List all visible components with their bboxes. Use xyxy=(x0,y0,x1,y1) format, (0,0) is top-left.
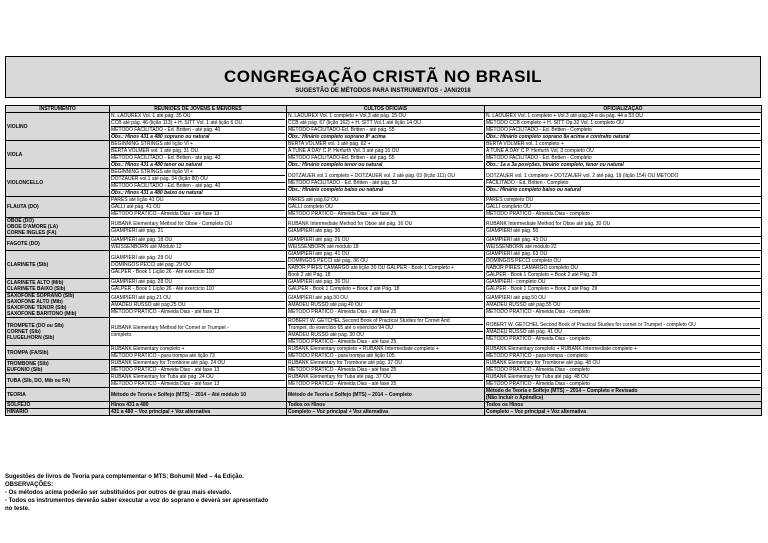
method-line: MÉTODO PRÁTICO - Almeida Dias - completo xyxy=(486,309,590,315)
oficial-cell xyxy=(485,374,762,388)
method-line: Hinos 431 a 480 xyxy=(111,402,149,408)
oficial-cell xyxy=(485,409,762,416)
instrument-cell xyxy=(6,402,110,409)
instrument-cell xyxy=(6,169,110,197)
method-line: MÉTODO PRÁTICO - Almeida Dias - até fase 25 xyxy=(288,211,397,217)
table-row xyxy=(6,346,762,360)
oficial-cell xyxy=(485,141,762,169)
method-line: GALPER - Book 1 Completo + Book 2 até Pág. 29 xyxy=(486,286,598,292)
method-line: RUBANK Elementary Method for Cornet or Trumpet - xyxy=(111,325,285,332)
jovens-cell xyxy=(110,402,287,409)
method-line: MÉTODO PRÁTICO - Almeida Dias - completo xyxy=(486,335,590,342)
jovens-cell xyxy=(110,346,287,360)
oficial-cell xyxy=(485,318,762,346)
table-row xyxy=(6,279,762,293)
instrument-name: SAXOFONE ALTO (Mib) xyxy=(7,299,63,305)
method-line: DOTZAUER vol. 1 completo + DOTZAUER vol. 2 até pág. 19 (lição 154) OU MÉTODO xyxy=(486,173,760,180)
method-line: GIAMPIERI até pág. 30 xyxy=(288,227,341,234)
method-line: GALPER - Book 1 Lição 26 - Até exercício 110 xyxy=(111,286,215,292)
method-line: GIAMPIERI até pág.21 OU xyxy=(111,295,285,302)
method-line: RUBANK Intermediate Method for Oboe até pág. 30 OU xyxy=(486,221,760,228)
method-line: completo. xyxy=(111,332,133,338)
method-line: GIAMPIERI até pág.30 OU xyxy=(288,295,483,302)
instrument-cell xyxy=(6,388,110,402)
method-line: (Não incluir o Apêndice) xyxy=(486,395,544,401)
cultos-cell xyxy=(287,279,485,293)
method-line: 431 a 480 – Voz principal + Voz alternativa xyxy=(111,409,211,415)
oficial-cell xyxy=(485,360,762,374)
jovens-cell xyxy=(110,113,287,141)
jovens-cell xyxy=(110,237,287,251)
cultos-cell xyxy=(287,360,485,374)
table-row xyxy=(6,374,762,388)
method-line: Método de Teoria e Solfejo (MTS) – 2014 – Completo e Revisado xyxy=(486,388,760,395)
method-line: RUBANK Intermediate Method for Oboe até pág. 16 OU xyxy=(288,221,483,228)
instrument-name: CLARINETE (SIb) xyxy=(7,261,49,268)
header-banner xyxy=(5,56,761,98)
method-line: MÉTODO PRÁTICO - Almeida Dias - até fase 25 xyxy=(288,381,397,387)
instrument-cell xyxy=(6,318,110,346)
cultos-cell xyxy=(287,251,485,279)
method-line: GALPER - Book 1 Completo + Book 2 até Pág. 29 xyxy=(486,272,598,278)
method-line: AMADEU RUSSO até pág. 41 OU xyxy=(486,329,760,336)
instrument-name: SAXOFONE SOPRANO (SIb) xyxy=(7,293,75,299)
jovens-cell xyxy=(110,279,287,293)
cultos-cell xyxy=(287,402,485,409)
jovens-cell xyxy=(110,251,287,279)
table-row xyxy=(6,197,762,218)
table-row xyxy=(6,237,762,251)
method-line: Obs.: Hinário completo tenor ou natural xyxy=(288,162,383,168)
method-line: PARÉS completo OU xyxy=(486,197,760,204)
method-line: Obs.: Hinário completo soprano 8a acima e contralto natural xyxy=(486,134,630,140)
instrument-name: SAXOFONE BARÍTONO (Mib) xyxy=(7,311,77,317)
method-line: Obs.: Hinos 431 a 480 tenor ou natural xyxy=(111,162,203,168)
method-line: Obs.: Hinário completo baixo ou natural xyxy=(288,186,384,193)
oficial-cell xyxy=(485,293,762,318)
method-line: Obs.: Hinário completo baixo ou natural xyxy=(486,186,582,193)
method-line: GIAMPIERI até pág. 41 OU xyxy=(288,251,483,258)
instrument-name: HINÁRIO xyxy=(7,409,29,415)
instrument-cell xyxy=(6,251,110,279)
note-line: Sugestões de livros de Teoria para complementar o MTS: Bohumil Med – 4a Edição. xyxy=(5,474,244,480)
cultos-cell xyxy=(287,141,485,169)
oficial-cell xyxy=(485,218,762,237)
oficial-cell xyxy=(485,169,762,197)
instrument-cell xyxy=(6,293,110,318)
method-line: ROBERT W. GETCHEL Second Book of Practical Studies for Cornet And xyxy=(288,318,483,325)
method-line: GIAMPIERI até pág. 28 OU xyxy=(111,255,285,262)
cultos-cell xyxy=(287,409,485,416)
jovens-cell xyxy=(110,218,287,237)
table-row xyxy=(6,388,762,402)
jovens-cell xyxy=(110,141,287,169)
method-line: AMADEU RUSSO até pág. 30 OU xyxy=(288,332,483,339)
method-line: BERTA VOLMER vol. 1 até pág. 62 + xyxy=(288,141,483,148)
method-line: MÉTODO PRÁTICO - Almeida Dias - completo xyxy=(486,381,590,387)
cultos-cell xyxy=(287,388,485,402)
table-row xyxy=(6,402,762,409)
method-line: DOMINGOS PECCI até pág. 36 OU xyxy=(288,258,483,265)
method-line: BEGINNING STRINGS até lição VI + xyxy=(111,141,285,148)
method-line: RUBANK Elementary completo + xyxy=(111,346,285,353)
instrument-cell xyxy=(6,374,110,388)
instrument-name: FLUGELHORN (SIb) xyxy=(7,334,55,341)
instrument-name: VIOLA xyxy=(7,151,23,158)
oficial-cell xyxy=(485,113,762,141)
instrument-cell xyxy=(6,218,110,237)
method-line: RUBANK Elementary completo + RUBANK Intermediate completo + xyxy=(486,346,760,353)
method-line: CCB até pág. 46 (lição 113) + H. SITT Vol. 1 até lição 6 OU xyxy=(111,120,285,127)
method-line: RUBANK Elementary completo + RUBANK Intermediate completo + xyxy=(288,346,483,353)
instrument-name: EUFÔNIO (SIb) xyxy=(7,366,43,373)
method-line: MÉTODO PRÁTICO - Almeida Dias - até fase 13 xyxy=(111,367,220,373)
jovens-cell xyxy=(110,374,287,388)
method-line: GALPER - Book 1 Completo + Book 2 até Pág. 18 xyxy=(288,286,400,292)
method-line: GIAMPIERI até pág. 36 OU xyxy=(288,279,483,286)
method-line: NABOR PIRES CAMARGO completo OU xyxy=(486,265,760,272)
instrument-name: TROMBONE (SIb) xyxy=(7,360,49,367)
instrument-name: SAXOFONE TENOR (SIb) xyxy=(7,305,67,311)
method-line: Obs.: 1a a 3a posições, hinário completo, tenor ou natural xyxy=(486,162,624,168)
oficial-cell xyxy=(485,237,762,251)
instrument-cell xyxy=(6,113,110,141)
table-body xyxy=(6,113,762,416)
method-line: WEISSENBORN até módulo 18 xyxy=(288,244,359,250)
cultos-cell xyxy=(287,346,485,360)
method-line: PARÉS até pág.62 OU xyxy=(288,197,483,204)
instrument-name: OBOÉ (DÓ) xyxy=(7,218,34,224)
method-line: RUBANK Elementary for Trombone até pág. 37 OU xyxy=(288,360,483,367)
instrument-name: TROMPA (FA/SIb) xyxy=(7,349,49,356)
method-line: GIAMPIERI até pág. 50 xyxy=(486,227,539,234)
cultos-cell xyxy=(287,113,485,141)
method-line: RUBANK Elementary for Trombone até pág. 48 OU xyxy=(486,360,760,367)
method-line: MÉTODO FACILITADO - Ed. Britten - até pág. 52 xyxy=(288,180,483,187)
note-line: OBSERVAÇÕES: xyxy=(5,482,54,488)
instrument-name: VIOLINO xyxy=(7,123,28,130)
method-line: MÉTODO PRÁTICO - para trompa até lição 105 xyxy=(288,353,395,359)
instrument-cell xyxy=(6,237,110,251)
method-line: GIAMPIERI até pág. 26 OU xyxy=(288,237,483,244)
method-line: RUBANK Elementary for Trombone até pág. 24 OU xyxy=(111,360,285,367)
method-line: GALPER - Book 1 Lição 26 - Até exercício 110 xyxy=(111,268,215,275)
oficial-cell xyxy=(485,197,762,218)
method-line: MÉTODO PRÁTICO - Almeida Dias - até fase 13 xyxy=(111,381,220,387)
document-subtitle: SUGESTÃO DE MÉTODOS PARA INSTRUMENTOS - JAN/2018 xyxy=(295,88,471,94)
instrument-cell xyxy=(6,279,110,293)
method-line: GALLI até pág. 41 OU xyxy=(111,204,285,211)
method-line: A TUNE A DAY C.P. Herfurth Vol. 3 até pág.16 OU xyxy=(288,148,483,155)
method-line: Obs.: Hinos 431 a 480 soprano ou natural xyxy=(111,134,210,140)
method-line: MÉTODO PRÁTICO - Almeida Dias - completo xyxy=(486,367,590,373)
jovens-cell xyxy=(110,169,287,197)
method-line: GALLI completo OU xyxy=(288,204,483,211)
method-line: MÉTODO CCB completo + H. SITT Op.32 Vol. 1 completo OU xyxy=(486,120,760,127)
method-line: RUBANK Elementary for Tuba até pág. 24 OU xyxy=(111,374,285,381)
method-line: MÉTODO FACILITADO - Ed. Britten - até pág. 40 xyxy=(111,155,285,162)
note-line: no teste. xyxy=(5,506,30,512)
instrument-name: FLAUTA (DÓ) xyxy=(7,204,39,210)
method-line: MÉTODO PRÁTICO - Almeida Dias - até fase 25 xyxy=(288,339,397,345)
method-line: MÉTODO PRÁTICO - Almeida Dias - até fase 25 xyxy=(288,309,397,315)
method-line: RUBANK Elementary for Tuba até pág. 48 OU xyxy=(486,374,760,381)
method-line: MÉTODO FACILITADO-Ed. Britten - até pág. 55 xyxy=(288,127,483,134)
method-line: BERTA VOLMER vol. 1 completo + xyxy=(486,141,760,148)
jovens-cell xyxy=(110,409,287,416)
method-line: WEISSENBORN até Módulo 12 xyxy=(111,244,182,250)
jovens-cell xyxy=(110,388,287,402)
instrument-cell xyxy=(6,360,110,374)
table-row xyxy=(6,293,762,318)
method-line: AMADEU RUSSO até pág.40 OU xyxy=(288,302,483,309)
method-line: GIAMPIERI até pág. 43 OU xyxy=(486,237,760,244)
method-line: MÉTODO PRÁTICO - para trompa até lição 73 xyxy=(111,353,215,359)
instrument-cell xyxy=(6,197,110,218)
cultos-cell xyxy=(287,169,485,197)
method-line: MÉTODO FACILITADO - Ed. Britten - Completo xyxy=(486,155,760,162)
table-row xyxy=(6,218,762,237)
oficial-cell xyxy=(485,402,762,409)
notes-section xyxy=(5,473,268,513)
oficial-cell xyxy=(485,279,762,293)
method-line: GIAMPIERI - completo OU xyxy=(486,279,760,286)
cultos-cell xyxy=(287,318,485,346)
method-line: Completo – Voz principal + Voz alternativa xyxy=(486,409,586,415)
instrument-name: OBOÉ D'AMORE (LÁ) xyxy=(7,224,58,230)
cultos-cell xyxy=(287,374,485,388)
method-line: PARÉS até lição 41 OU xyxy=(111,197,285,204)
method-line: GIAMPIERI até pág. 18 OU xyxy=(111,237,285,244)
table-row xyxy=(6,169,762,197)
jovens-cell xyxy=(110,318,287,346)
method-line: MÉTODO FACILITADO - Ed. Britten - até pág. 40 xyxy=(111,183,285,190)
method-line: MÉTODO PRÁTICO - Almeida Dias - até fase 25 xyxy=(288,367,397,373)
instrument-cell xyxy=(6,409,110,416)
table-row xyxy=(6,251,762,279)
method-line: Obs.: Hinos 431 a 480 baixo ou natural xyxy=(111,190,203,196)
method-line: A TUNE A DAY C.P. Herfurth Vol. 3 completo OU xyxy=(486,148,760,155)
method-line: DOTZAUER vol.1 completo + DOTZAUER vol. 2 até pág. 03 (lição 111) OU xyxy=(288,173,483,180)
instrument-name: SOLFEJO xyxy=(7,402,31,408)
column-header: INSTRUMENTO xyxy=(6,106,110,113)
method-line: Book 2 até Pág. 18 xyxy=(288,272,331,278)
cultos-cell xyxy=(287,237,485,251)
method-line: FACILITADO - Ed. Britten - Completo xyxy=(486,180,760,187)
table-row xyxy=(6,318,762,346)
method-line: Método de Teoria e Solfejo (MTS) – 2014 – Completo xyxy=(288,391,412,398)
column-header: REUNIÕES DE JOVENS E MENORES xyxy=(110,106,287,113)
jovens-cell xyxy=(110,360,287,374)
method-line: MÉTODO PRÁTICO - Almeida Dias - até fase 13 xyxy=(111,211,220,217)
method-line: N. LAOUREX Vol. 1 completo + Vol.3 até pág. 15 OU xyxy=(288,113,483,120)
instrument-name: CORNET (SIb) xyxy=(7,328,41,335)
instrument-name: CLARINETE ALTO (Mib) xyxy=(7,279,64,286)
method-line: MÉTODO FACILITADO - Ed. Britten - Completo xyxy=(486,127,760,134)
cultos-cell xyxy=(287,293,485,318)
oficial-cell xyxy=(485,251,762,279)
column-header: CULTOS OFICIAIS xyxy=(287,106,485,113)
method-line: MÉTODO FACILITADO-Ed. Britten - até pág. 55 xyxy=(288,155,483,162)
instrument-name: TUBA (SIb, DÓ, Mib ou FA) xyxy=(7,377,71,384)
method-line: Todos os Hinos xyxy=(288,402,326,408)
method-line: GIAMPIERI até pág. 63 OU xyxy=(486,251,760,258)
table-header-row xyxy=(6,106,762,113)
method-line: GIAMPIERI até pág. 28 OU xyxy=(111,279,285,286)
cultos-cell xyxy=(287,197,485,218)
table-row xyxy=(6,409,762,416)
method-line: Todos os Hinos xyxy=(486,402,524,408)
method-line: DOMINGOS PECCI completo OU xyxy=(486,258,760,265)
column-header: OFICIALIZAÇÃO xyxy=(485,106,762,113)
instrument-name: FAGOTE (DÓ) xyxy=(7,240,40,247)
method-line: MÉTODO PRÁTICO - Almeida Dias - completo xyxy=(486,211,590,217)
method-line: N. LAOUREX Vol. 1 até pág. 35 OU xyxy=(111,113,285,120)
instrument-name: TEORIA xyxy=(7,391,26,398)
cultos-cell xyxy=(287,218,485,237)
method-line: GIAMPIERI até pág.50 OU xyxy=(486,295,760,302)
method-line: AMADEU RUSSO até pág.55 OU xyxy=(486,302,760,309)
instrument-name: CORNE INGLÊS (FÁ) xyxy=(7,230,57,236)
document-title: CONGREGAÇÃO CRISTÃ NO BRASIL xyxy=(223,67,543,86)
methods-table xyxy=(5,105,762,416)
instrument-name: CLARINETE BAIXO (SIb) xyxy=(7,285,66,292)
method-line: BERTA VOLMER vol. 1 até pág. 31 OU xyxy=(111,148,285,155)
method-line: Trumpet, do exercício 65 até o exercício 94 OU xyxy=(288,325,483,332)
method-line: NABOR PIRES CAMARGO até lição 30 OU GALPER - Book 1 Completo + xyxy=(288,265,483,272)
jovens-cell xyxy=(110,197,287,218)
note-line: - Os métodos acima poderão ser substituídos por outros de grau mais elevado. xyxy=(5,490,232,496)
method-line: ROBERT W. GETCHEL Second Book of Practical Studies for cornet or Trumpet - completo OU xyxy=(486,322,760,329)
method-line: Método de Teoria e Solfejo (MTS) – 2014 – Até módulo 10 xyxy=(111,391,247,398)
table-row xyxy=(6,141,762,169)
instrument-name: VIOLONCELLO xyxy=(7,179,44,186)
method-line: RUBANK Elementary Method for Oboe - Completo OU xyxy=(111,221,285,228)
method-line: WEISSENBORN até módulo 22 xyxy=(486,244,557,250)
method-line: N. LAOUREX Vol. 1 completo + Vol.3 até pág.24 e da pág. 44 a 53 OU xyxy=(486,113,760,120)
method-line: Obs.: Hinário completo soprano 8ª acima xyxy=(288,134,386,140)
method-line: GALLI completo OU xyxy=(486,204,760,211)
table-row xyxy=(6,113,762,141)
table-row xyxy=(6,360,762,374)
oficial-cell xyxy=(485,346,762,360)
method-line: MÉTODO FACILITADO - Ed. Britten - até pág. 40 xyxy=(111,127,285,134)
method-line: RUBANK Elementary for Tuba até pág. 37 OU xyxy=(288,374,483,381)
instrument-name: TROMPETE (DÓ ou SIb) xyxy=(7,322,64,329)
note-line: - Todos os instrumentos deverão saber executar a voz do soprano e deverá ser apresentado xyxy=(5,498,269,504)
method-line: BEGINNING STRINGS até lição VI + xyxy=(111,169,285,176)
jovens-cell xyxy=(110,293,287,318)
method-line: MÉTODO PRÁTICO - Almeida Dias - até fase 13 xyxy=(111,309,220,315)
method-line: DOTZAUER vol.1 até pág. 34 (lição 80) OU xyxy=(111,176,285,183)
method-line: Completo – Voz principal + Voz alternativa xyxy=(288,409,388,415)
method-line: DOMINGOS PECCI até pág. 29 OU xyxy=(111,262,285,269)
method-line: CCB até pág. 67 (lição 162) + H. SITT Vol.1 até lição 14 OU xyxy=(288,120,483,127)
method-line: GIAMPIERI até pág. 21 xyxy=(111,227,164,234)
method-line: MÉTODO PRÁTICO - para trompa - completo xyxy=(486,353,588,359)
oficial-cell xyxy=(485,388,762,402)
instrument-cell xyxy=(6,141,110,169)
instrument-cell xyxy=(6,346,110,360)
method-line: AMADEU RUSSO até pág.25 OU xyxy=(111,302,285,309)
